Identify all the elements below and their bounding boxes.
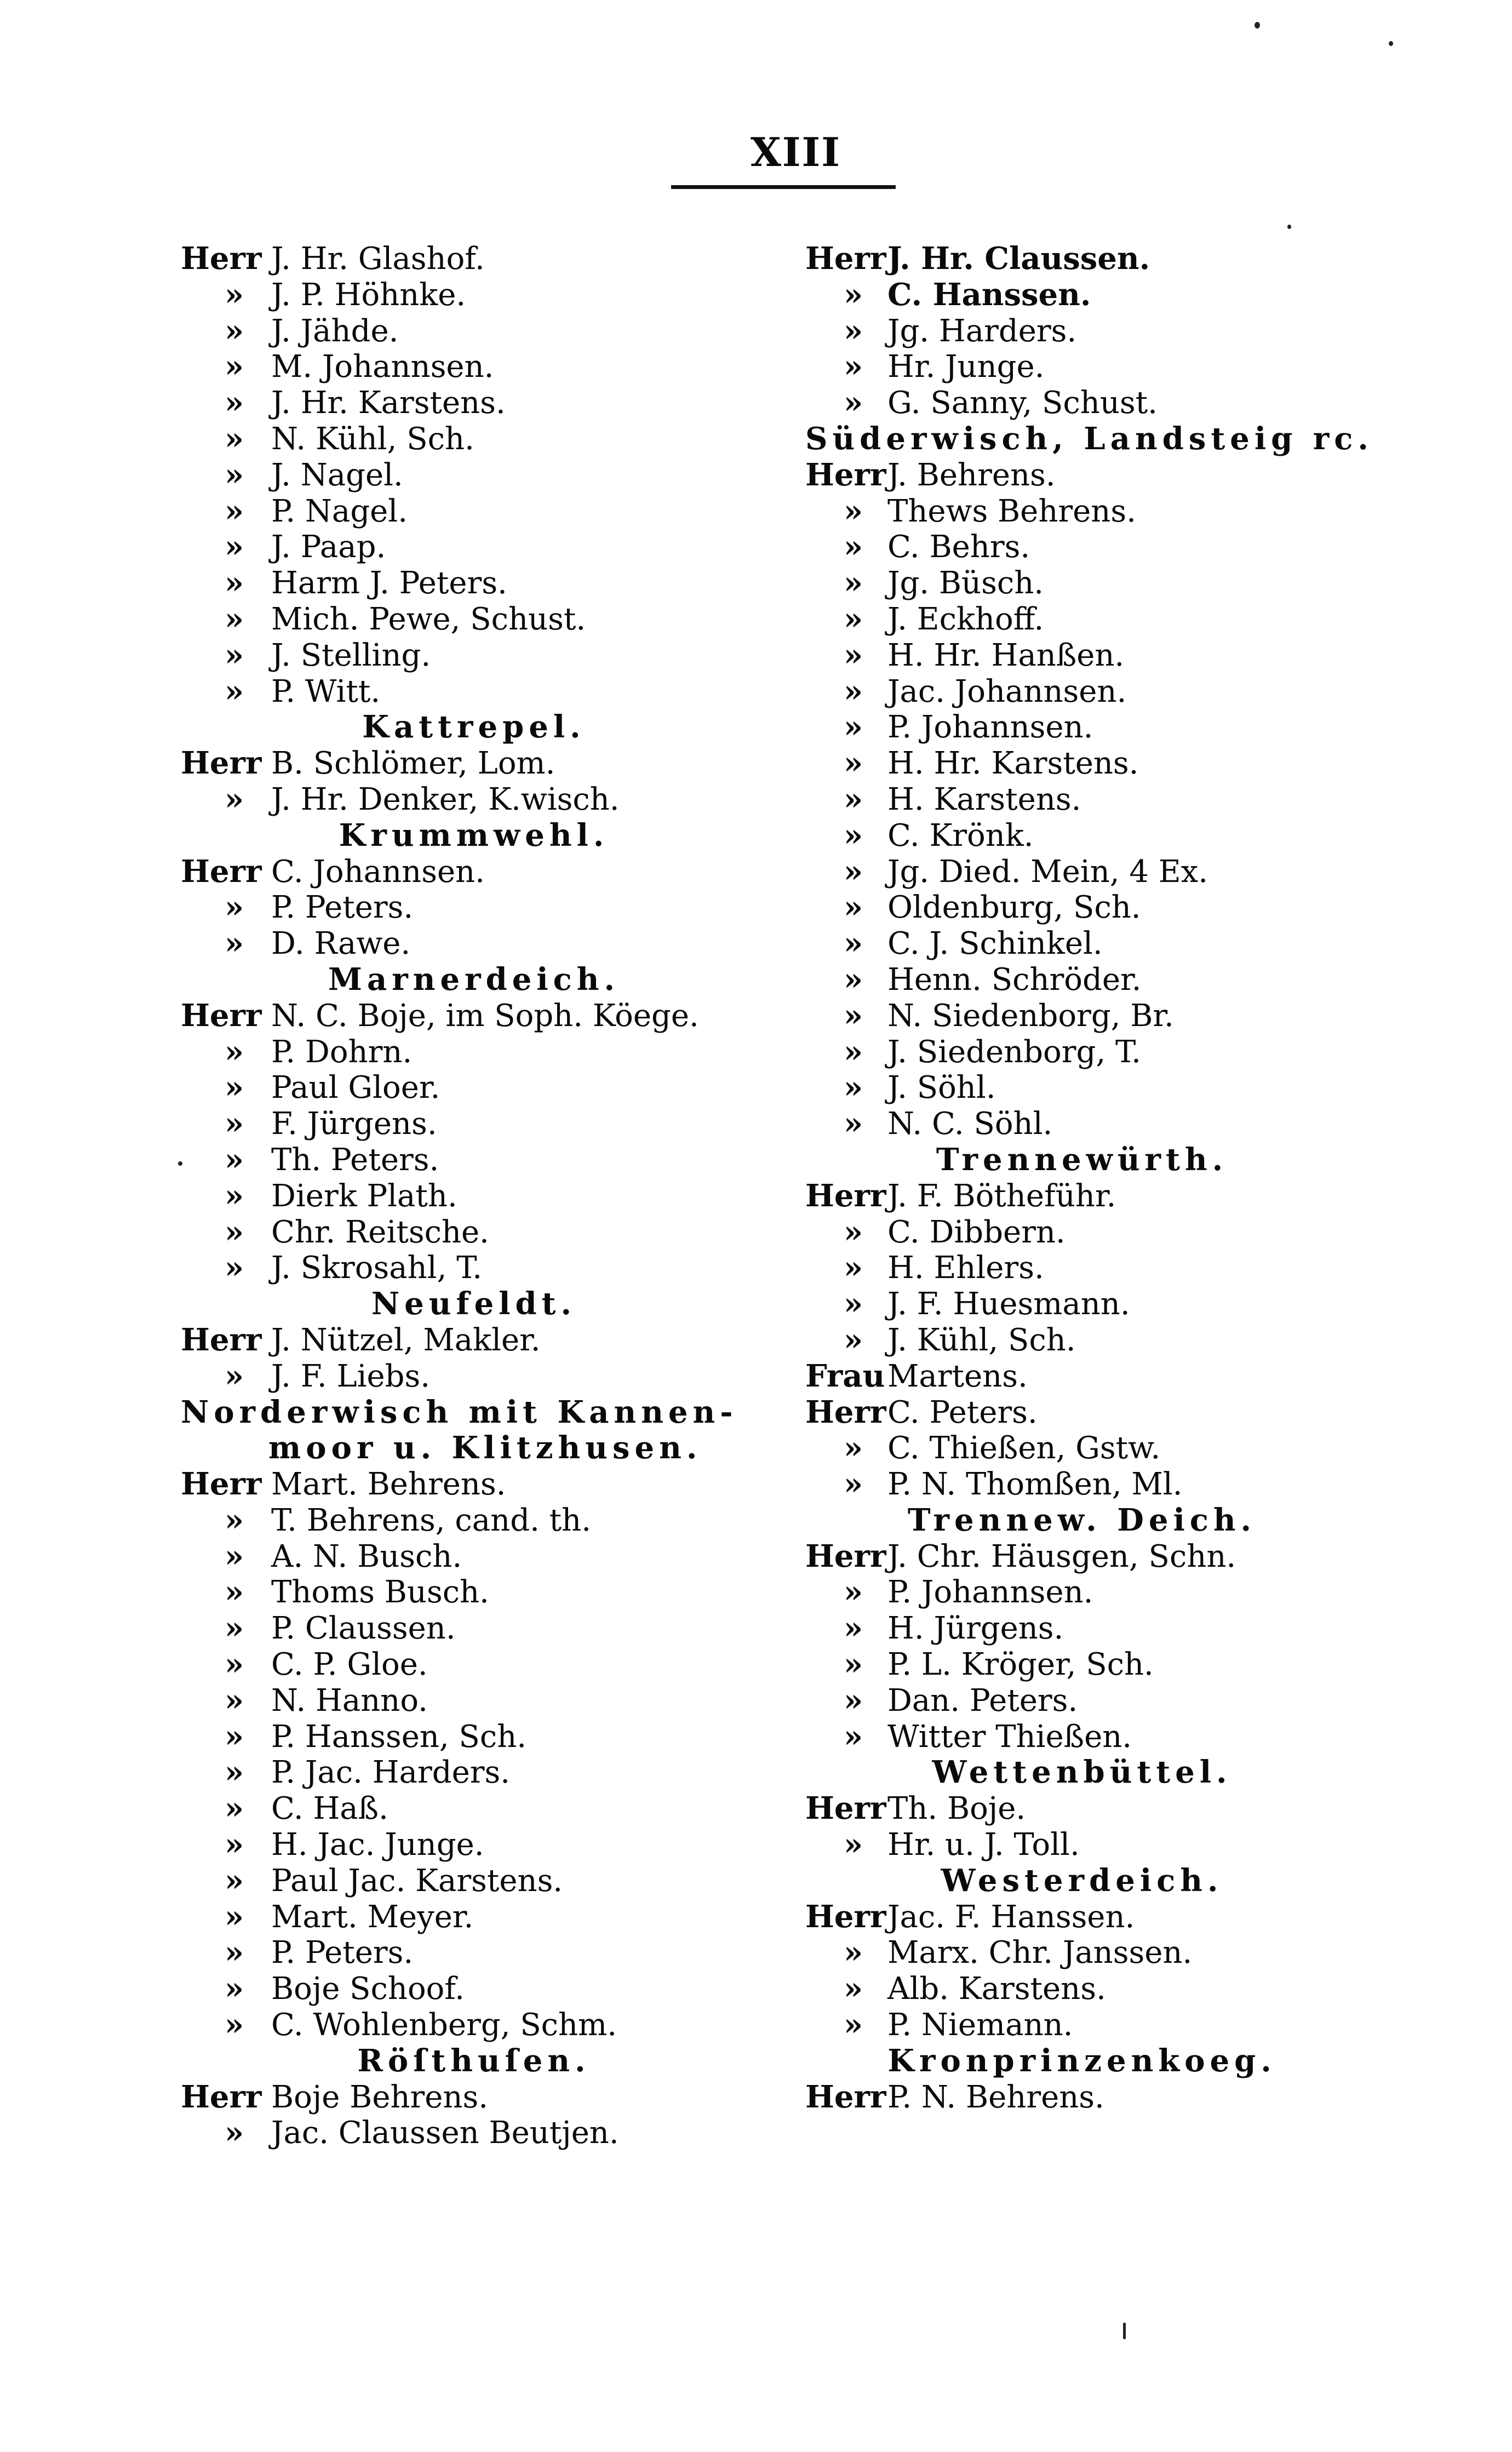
ditto-mark: » bbox=[844, 1970, 863, 2007]
person-name: B. Schlömer, Lom. bbox=[271, 746, 555, 782]
left-entry bbox=[181, 1142, 767, 1178]
person-name: C. Thießen, Gstw. bbox=[887, 1430, 1161, 1466]
ditto-mark: » bbox=[844, 2007, 863, 2043]
print-speck bbox=[1287, 225, 1291, 229]
section-heading: Marnerdeich. bbox=[328, 961, 620, 998]
person-name: J. Eckhoff. bbox=[887, 601, 1044, 637]
section-heading: moor u. Klitzhusen. bbox=[268, 1430, 702, 1466]
person-name: A. N. Busch. bbox=[271, 1538, 462, 1574]
ditto-mark: » bbox=[844, 492, 863, 529]
title-prefix: Herr bbox=[181, 1321, 262, 1358]
person-name: P. N. Behrens. bbox=[887, 2079, 1104, 2115]
left-entry bbox=[181, 1935, 767, 1971]
ditto-mark: » bbox=[225, 456, 244, 493]
person-name: Hr. Junge. bbox=[887, 349, 1045, 385]
ditto-mark: » bbox=[844, 1286, 863, 1322]
section-heading: Röſthuſen. bbox=[357, 2042, 591, 2079]
person-name: Mich. Pewe, Schust. bbox=[271, 601, 586, 637]
person-name: C. Wohlenberg, Schm. bbox=[271, 2007, 617, 2043]
person-name: P. N. Thomßen, Ml. bbox=[887, 1466, 1183, 1503]
person-name: H. Ehlers. bbox=[887, 1250, 1044, 1286]
section-heading: Westerdeich. bbox=[941, 1862, 1223, 1899]
section-heading: Wettenbüttel. bbox=[932, 1754, 1232, 1791]
ditto-mark: » bbox=[225, 1177, 244, 1214]
left-entry bbox=[181, 313, 767, 350]
ditto-mark: » bbox=[225, 529, 244, 565]
ditto-mark: » bbox=[844, 1574, 863, 1611]
person-name: Thoms Busch. bbox=[271, 1574, 489, 1611]
ditto-mark: » bbox=[225, 673, 244, 709]
ditto-mark: » bbox=[225, 2007, 244, 2043]
left-column bbox=[181, 241, 767, 2151]
left-entry bbox=[181, 529, 767, 565]
right-entry bbox=[805, 746, 1359, 782]
section-heading: Kronprinzenkoeg. bbox=[887, 2042, 1276, 2079]
header-rule bbox=[671, 185, 896, 189]
person-name: J. Siedenborg, T. bbox=[887, 1034, 1141, 1070]
right-column bbox=[805, 240, 1373, 2115]
ditto-mark: » bbox=[844, 709, 863, 746]
right-entry bbox=[805, 457, 1359, 494]
ditto-mark: » bbox=[844, 997, 863, 1034]
right-entry bbox=[805, 1899, 1359, 1935]
person-name: Thews Behrens. bbox=[887, 493, 1136, 529]
left-entry bbox=[181, 2079, 767, 2116]
right-entry bbox=[805, 565, 1359, 601]
right-entry bbox=[805, 2007, 1359, 2043]
ditto-mark: » bbox=[225, 1646, 244, 1683]
ditto-mark: » bbox=[225, 1141, 244, 1178]
ditto-mark: » bbox=[844, 889, 863, 926]
left-entry bbox=[181, 1539, 767, 1575]
ditto-mark: » bbox=[844, 745, 863, 782]
ditto-mark: » bbox=[844, 385, 863, 421]
person-name: Jg. Harders. bbox=[887, 313, 1077, 349]
title-prefix: Frau bbox=[805, 1357, 885, 1394]
right-entry bbox=[805, 1971, 1359, 2007]
left-entry bbox=[181, 638, 767, 674]
left-entry bbox=[181, 1899, 767, 1935]
person-name: C. Haß. bbox=[271, 1791, 388, 1827]
left-entry bbox=[181, 1647, 767, 1683]
left-entry bbox=[181, 457, 767, 494]
left-entry bbox=[181, 277, 767, 313]
ditto-mark: » bbox=[225, 1934, 244, 1971]
right-entry bbox=[805, 1466, 1359, 1503]
left-entry bbox=[181, 1178, 767, 1214]
person-name: Dan. Peters. bbox=[887, 1682, 1078, 1718]
person-name: C. P. Gloe. bbox=[271, 1647, 428, 1683]
person-name: J. Nützel, Makler. bbox=[271, 1322, 541, 1358]
person-name: Paul Jac. Karstens. bbox=[271, 1863, 563, 1899]
print-speck bbox=[1389, 41, 1393, 46]
person-name: J. Söhl. bbox=[887, 1070, 996, 1106]
title-prefix: Herr bbox=[181, 745, 262, 782]
person-name: P. Nagel. bbox=[271, 493, 408, 529]
right-entry bbox=[805, 1214, 1359, 1251]
ditto-mark: » bbox=[844, 1069, 863, 1106]
ditto-mark: » bbox=[225, 312, 244, 349]
person-name: P. Peters. bbox=[271, 1935, 414, 1971]
right-entry bbox=[805, 638, 1359, 674]
right-entry bbox=[805, 313, 1359, 350]
title-prefix: Herr bbox=[805, 1790, 886, 1827]
person-name: P. L. Kröger, Sch. bbox=[887, 1647, 1154, 1683]
person-name: J. P. Höhnke. bbox=[271, 277, 466, 313]
person-name: P. Johannsen. bbox=[887, 1574, 1093, 1611]
ditto-mark: » bbox=[225, 1538, 244, 1574]
person-name: C. Peters. bbox=[887, 1394, 1038, 1430]
person-name: Dierk Plath. bbox=[271, 1178, 457, 1214]
person-name: H. Jac. Junge. bbox=[271, 1827, 484, 1863]
right-entry bbox=[805, 2079, 1359, 2116]
person-name: J. Skrosahl, T. bbox=[271, 1250, 483, 1286]
ditto-mark: » bbox=[844, 529, 863, 565]
right-entry bbox=[805, 709, 1359, 746]
person-name: P. Peters. bbox=[271, 890, 414, 926]
section-heading: Trennewürth. bbox=[936, 1141, 1228, 1178]
right-entry bbox=[805, 1539, 1359, 1575]
person-name: D. Rawe. bbox=[271, 926, 411, 962]
person-name: J. Nagel. bbox=[271, 457, 403, 493]
ditto-mark: » bbox=[225, 420, 244, 457]
left-entry bbox=[181, 1971, 767, 2007]
right-entry bbox=[805, 674, 1359, 710]
left-entry bbox=[181, 1034, 767, 1070]
page-number: XIII bbox=[751, 129, 841, 175]
left-entry bbox=[181, 998, 767, 1034]
title-prefix: Herr bbox=[181, 853, 262, 890]
person-name: J. Jähde. bbox=[271, 313, 399, 349]
person-name: Mart. Behrens. bbox=[271, 1466, 506, 1503]
right-entry bbox=[805, 1935, 1359, 1971]
left-entry bbox=[181, 494, 767, 530]
right-entry bbox=[805, 1430, 1359, 1466]
title-prefix: Herr bbox=[805, 1538, 886, 1574]
left-entry bbox=[181, 1719, 767, 1755]
person-name: J. Hr. Denker, K.wisch. bbox=[271, 781, 620, 817]
left-entry bbox=[181, 1863, 767, 1899]
ditto-mark: » bbox=[225, 348, 244, 385]
person-name: Paul Gloer. bbox=[271, 1070, 440, 1106]
person-name: Mart. Meyer. bbox=[271, 1899, 474, 1935]
person-name: J. Chr. Häusgen, Schn. bbox=[887, 1538, 1236, 1574]
title-prefix: Herr bbox=[181, 1466, 262, 1503]
ditto-mark: » bbox=[844, 1250, 863, 1286]
right-entry bbox=[805, 962, 1359, 998]
right-entry bbox=[805, 998, 1359, 1034]
section-heading: Krummwehl. bbox=[339, 817, 609, 853]
title-prefix: Herr bbox=[805, 456, 886, 493]
right-entry bbox=[805, 1322, 1359, 1359]
person-name: J. Hr. Claussen. bbox=[887, 240, 1150, 277]
right-entry bbox=[805, 890, 1359, 926]
person-name: J. Kühl, Sch. bbox=[887, 1322, 1076, 1358]
title-prefix: Herr bbox=[805, 1394, 886, 1430]
person-name: G. Sanny, Schust. bbox=[887, 385, 1158, 421]
ditto-mark: » bbox=[844, 637, 863, 673]
person-name: Alb. Karstens. bbox=[887, 1971, 1106, 2007]
person-name: C. Dibbern. bbox=[887, 1214, 1066, 1250]
left-entry bbox=[181, 746, 767, 782]
person-name: Hr. u. J. Toll. bbox=[887, 1827, 1080, 1863]
ditto-mark: » bbox=[844, 1430, 863, 1466]
person-name: Harm J. Peters. bbox=[271, 565, 507, 601]
person-name: Jac. Johannsen. bbox=[887, 673, 1127, 709]
ditto-mark: » bbox=[844, 1646, 863, 1683]
person-name: P. Hanssen, Sch. bbox=[271, 1718, 527, 1755]
person-name: J. F. Huesmann. bbox=[887, 1286, 1130, 1322]
left-entry bbox=[181, 2115, 767, 2151]
title-prefix: Herr bbox=[805, 1898, 886, 1935]
person-name: N. Siedenborg, Br. bbox=[887, 998, 1174, 1034]
ditto-mark: » bbox=[844, 853, 863, 890]
person-name: Th. Boje. bbox=[887, 1791, 1026, 1827]
ditto-mark: » bbox=[225, 385, 244, 421]
right-entry bbox=[805, 1791, 1359, 1827]
left-entry bbox=[181, 782, 767, 818]
person-name: N. C. Söhl. bbox=[887, 1106, 1053, 1142]
person-name: Jac. F. Hanssen. bbox=[887, 1899, 1135, 1935]
person-name: J. F. Liebs. bbox=[271, 1358, 431, 1394]
person-name: Jg. Büsch. bbox=[887, 565, 1044, 601]
person-name: H. Hr. Karstens. bbox=[887, 746, 1139, 782]
person-name: J. Hr. Glashof. bbox=[271, 241, 485, 277]
section-heading: Trennew. Deich. bbox=[907, 1502, 1257, 1538]
person-name: M. Johannsen. bbox=[271, 349, 494, 385]
left-entry bbox=[181, 1466, 767, 1503]
left-entry bbox=[181, 241, 767, 277]
right-entry bbox=[805, 1178, 1359, 1214]
left-entry bbox=[181, 2007, 767, 2043]
right-entry bbox=[805, 1719, 1359, 1755]
person-name: Boje Schoof. bbox=[271, 1971, 465, 2007]
section-heading: Kattrepel. bbox=[362, 709, 586, 746]
left-entry bbox=[181, 1214, 767, 1251]
ditto-mark: » bbox=[225, 1970, 244, 2007]
ditto-mark: » bbox=[225, 276, 244, 313]
ditto-mark: » bbox=[844, 781, 863, 817]
right-entry bbox=[805, 1647, 1359, 1683]
person-name: P. Johannsen. bbox=[887, 709, 1093, 746]
ditto-mark: » bbox=[225, 889, 244, 926]
person-name: J. Behrens. bbox=[887, 457, 1056, 493]
left-entry bbox=[181, 674, 767, 710]
ditto-mark: » bbox=[225, 1898, 244, 1935]
person-name: C. Krönk. bbox=[887, 817, 1034, 853]
left-entry bbox=[181, 1611, 767, 1647]
person-name: C. J. Schinkel. bbox=[887, 926, 1103, 962]
ditto-mark: » bbox=[225, 1574, 244, 1611]
ditto-mark: » bbox=[225, 1250, 244, 1286]
person-name: C. Behrs. bbox=[887, 529, 1030, 565]
ditto-mark: » bbox=[844, 1321, 863, 1358]
left-entry bbox=[181, 1070, 767, 1106]
ditto-mark: » bbox=[225, 1682, 244, 1718]
ditto-mark: » bbox=[225, 1502, 244, 1538]
title-prefix: Herr bbox=[805, 1177, 886, 1214]
ditto-mark: » bbox=[225, 600, 244, 637]
right-entry bbox=[805, 1611, 1359, 1647]
person-name: J. Hr. Karstens. bbox=[271, 385, 506, 421]
left-entry bbox=[181, 1322, 767, 1359]
ditto-mark: » bbox=[225, 1357, 244, 1394]
section-heading: Neufeldt. bbox=[371, 1286, 577, 1322]
right-entry bbox=[805, 277, 1359, 313]
person-name: C. Johannsen. bbox=[271, 853, 485, 890]
right-entry bbox=[805, 349, 1359, 385]
print-speck bbox=[1255, 22, 1260, 28]
ditto-mark: » bbox=[844, 312, 863, 349]
ditto-mark: » bbox=[844, 1610, 863, 1647]
person-name: J. Paap. bbox=[271, 529, 386, 565]
ditto-mark: » bbox=[844, 925, 863, 962]
ditto-mark: » bbox=[225, 1069, 244, 1106]
left-entry bbox=[181, 854, 767, 890]
right-entry bbox=[805, 1827, 1359, 1863]
right-entry bbox=[805, 926, 1359, 962]
title-prefix: Herr bbox=[181, 240, 262, 277]
person-name: P. Dohrn. bbox=[271, 1034, 413, 1070]
ditto-mark: » bbox=[844, 1105, 863, 1142]
ditto-mark: » bbox=[225, 1826, 244, 1863]
ditto-mark: » bbox=[844, 276, 863, 313]
right-entry bbox=[805, 494, 1359, 530]
person-name: P. Niemann. bbox=[887, 2007, 1073, 2043]
ditto-mark: » bbox=[844, 1033, 863, 1070]
person-name: Witter Thießen. bbox=[887, 1718, 1132, 1755]
left-entry bbox=[181, 926, 767, 962]
right-entry bbox=[805, 529, 1359, 565]
person-name: Oldenburg, Sch. bbox=[887, 890, 1141, 926]
right-entry bbox=[805, 1034, 1359, 1070]
right-entry bbox=[805, 818, 1359, 854]
ditto-mark: » bbox=[844, 1213, 863, 1250]
left-entry bbox=[181, 565, 767, 601]
person-name: N. Kühl, Sch. bbox=[271, 421, 474, 457]
person-name: F. Jürgens. bbox=[271, 1106, 437, 1142]
ditto-mark: » bbox=[844, 1718, 863, 1755]
print-speck bbox=[1123, 2323, 1126, 2339]
ditto-mark: » bbox=[225, 1033, 244, 1070]
left-entry bbox=[181, 1106, 767, 1142]
right-entry bbox=[805, 1106, 1359, 1142]
title-prefix: Herr bbox=[181, 997, 262, 1034]
person-name: P. Witt. bbox=[271, 673, 381, 709]
section-heading: Süderwisch, Landsteig rc. bbox=[805, 420, 1373, 457]
right-entry bbox=[805, 1070, 1359, 1106]
person-name: N. C. Boje, im Soph. Köege. bbox=[271, 998, 699, 1034]
person-name: Chr. Reitsche. bbox=[271, 1214, 489, 1250]
left-entry bbox=[181, 421, 767, 457]
ditto-mark: » bbox=[844, 348, 863, 385]
right-entry bbox=[805, 385, 1359, 421]
right-entry bbox=[805, 1359, 1359, 1395]
ditto-mark: » bbox=[225, 1213, 244, 1250]
ditto-mark: » bbox=[225, 492, 244, 529]
ditto-mark: » bbox=[225, 1754, 244, 1791]
person-name: Henn. Schröder. bbox=[887, 961, 1142, 998]
ditto-mark: » bbox=[844, 817, 863, 853]
person-name: H. Jürgens. bbox=[887, 1611, 1064, 1647]
ditto-mark: » bbox=[225, 637, 244, 673]
ditto-mark: » bbox=[225, 1718, 244, 1755]
person-name: Jac. Claussen Beutjen. bbox=[271, 2115, 619, 2151]
ditto-mark: » bbox=[844, 961, 863, 998]
left-entry bbox=[181, 1503, 767, 1539]
left-entry bbox=[181, 1683, 767, 1719]
left-entry bbox=[181, 1827, 767, 1863]
person-name: N. Hanno. bbox=[271, 1682, 428, 1718]
person-name: J. Stelling. bbox=[271, 637, 431, 673]
left-entry bbox=[181, 1755, 767, 1791]
right-entry bbox=[805, 782, 1359, 818]
person-name: C. Hanssen. bbox=[887, 276, 1091, 313]
title-prefix: Herr bbox=[181, 2078, 262, 2115]
right-entry bbox=[805, 1250, 1359, 1286]
title-prefix: Herr bbox=[805, 240, 886, 277]
ditto-mark: » bbox=[844, 1682, 863, 1718]
person-name: Boje Behrens. bbox=[271, 2079, 489, 2115]
left-entry bbox=[181, 1574, 767, 1611]
person-name: Martens. bbox=[887, 1358, 1028, 1394]
person-name: Marx. Chr. Janssen. bbox=[887, 1935, 1193, 1971]
ditto-mark: » bbox=[844, 565, 863, 601]
left-entry bbox=[181, 1359, 767, 1395]
left-entry bbox=[181, 601, 767, 638]
left-entry bbox=[181, 890, 767, 926]
ditto-mark: » bbox=[225, 2115, 244, 2151]
ditto-mark: » bbox=[225, 1790, 244, 1827]
ditto-mark: » bbox=[225, 1105, 244, 1142]
person-name: J. F. Bötheführ. bbox=[887, 1178, 1116, 1214]
ditto-mark: » bbox=[844, 673, 863, 709]
person-name: P. Jac. Harders. bbox=[271, 1755, 511, 1791]
left-entry bbox=[181, 1250, 767, 1286]
ditto-mark: » bbox=[225, 1862, 244, 1899]
person-name: Jg. Died. Mein, 4 Ex. bbox=[887, 853, 1209, 890]
ditto-mark: » bbox=[844, 1466, 863, 1503]
right-entry bbox=[805, 1395, 1359, 1431]
ditto-mark: » bbox=[225, 565, 244, 601]
right-entry bbox=[805, 1683, 1359, 1719]
person-name: H. Hr. Hanßen. bbox=[887, 637, 1125, 673]
ditto-mark: » bbox=[844, 1934, 863, 1971]
title-prefix: Herr bbox=[805, 2078, 886, 2115]
section-heading: Norderwisch mit Kannen- bbox=[181, 1394, 738, 1430]
right-entry bbox=[805, 601, 1359, 638]
person-name: P. Claussen. bbox=[271, 1611, 456, 1647]
ditto-mark: » bbox=[225, 781, 244, 817]
ditto-mark: » bbox=[844, 600, 863, 637]
ditto-mark: » bbox=[225, 1610, 244, 1647]
ditto-mark: » bbox=[225, 925, 244, 962]
left-entry bbox=[181, 349, 767, 385]
right-entry bbox=[805, 1574, 1359, 1611]
left-entry bbox=[181, 385, 767, 421]
person-name: Th. Peters. bbox=[271, 1142, 439, 1178]
right-entry bbox=[805, 241, 1359, 277]
person-name: T. Behrens, cand. th. bbox=[271, 1502, 592, 1538]
ditto-mark: » bbox=[844, 1826, 863, 1863]
right-entry bbox=[805, 854, 1359, 890]
person-name: H. Karstens. bbox=[887, 781, 1081, 817]
left-entry bbox=[181, 1791, 767, 1827]
right-entry bbox=[805, 1286, 1359, 1322]
print-speck bbox=[178, 1161, 182, 1166]
